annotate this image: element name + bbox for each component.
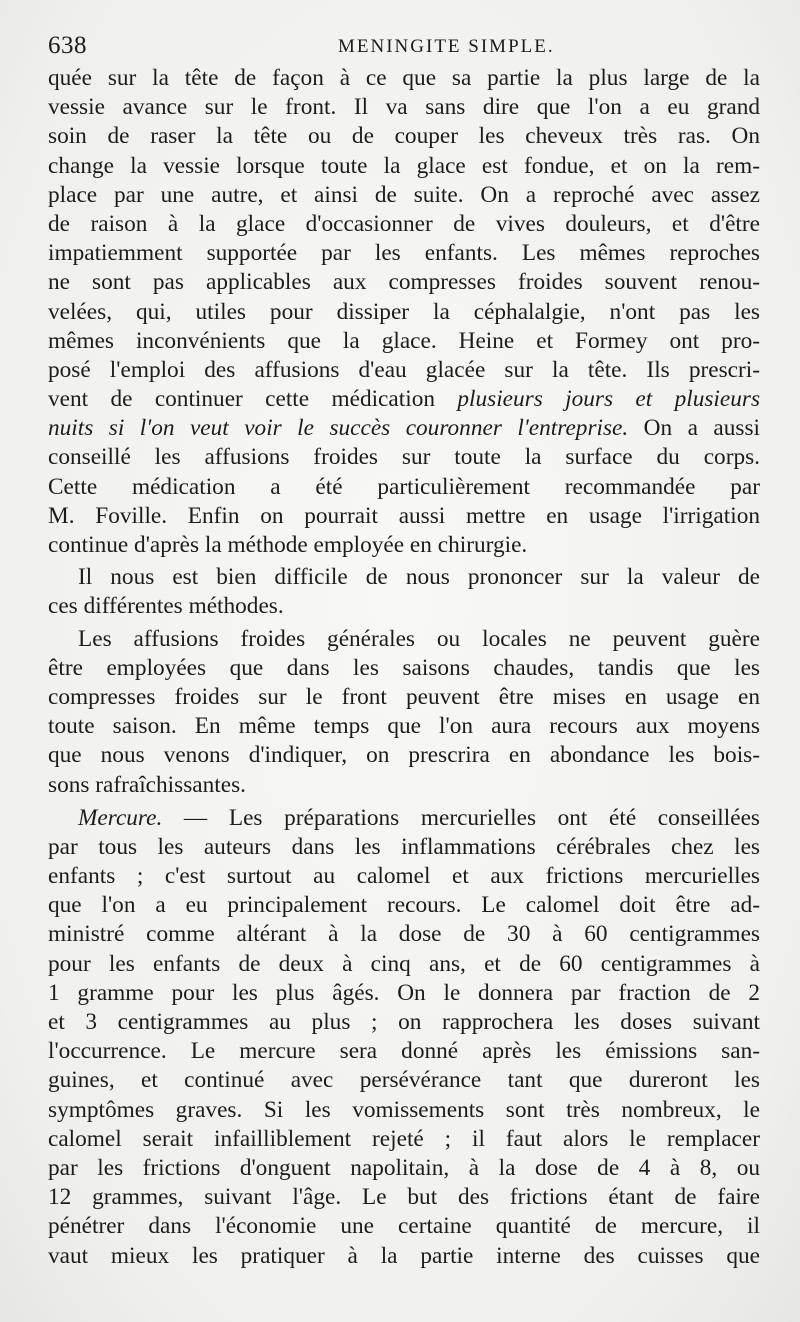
text-line: que l'on a eu principalement recours. Le calomel doit être ad- bbox=[48, 892, 760, 919]
text-line: de raison à la glace d'occasionner de vives douleurs, et d'être bbox=[48, 210, 760, 237]
text-line: Les affusions froides générales ou locales ne peuvent guère bbox=[78, 625, 760, 652]
text-run: — Les préparations mercurielles ont été conseillées bbox=[162, 804, 760, 831]
text-line: M. Foville. Enfin on pourrait aussi mettre en usage l'irrigation bbox=[48, 502, 760, 529]
text-line: être employées que dans les saisons chaudes, tandis que les bbox=[48, 654, 760, 681]
text-line: et 3 centigrammes au plus ; on rapprochera les doses suivant bbox=[48, 1009, 760, 1035]
text-line: l'occurrence. Le mercure sera donné après les émissions san- bbox=[48, 1038, 760, 1065]
text-line: mêmes inconvénients que la glace. Heine et Formey ont pro- bbox=[48, 327, 760, 354]
text-run: vent de continuer cette médication bbox=[48, 386, 458, 413]
text-line: Cette médication a été particulièrement recommandée par bbox=[48, 473, 760, 500]
page-number: 638 bbox=[48, 32, 87, 59]
text-line: vessie avance sur le front. Il va sans dire que l'on a eu grand bbox=[48, 94, 760, 121]
text-line: symptômes graves. Si les vomissements sont très nombreux, le bbox=[48, 1096, 760, 1123]
text-line: sons rafraîchissantes. bbox=[48, 771, 246, 798]
text-line: que nous venons d'indiquer, on prescrira en abondance les bois- bbox=[48, 742, 760, 769]
text-line bbox=[48, 414, 760, 443]
text-line: guines, et continué avec persévérance tant que dureront les bbox=[48, 1067, 760, 1094]
text-line: conseillé les affusions froides sur toute la surface du corps. bbox=[48, 444, 760, 471]
italic-run: nuits si l'on veut voir le succès couronner l'entreprise. bbox=[48, 415, 629, 442]
text-line: enfants ; c'est surtout au calomel et aux frictions mercurielles bbox=[48, 863, 760, 890]
text-line: pénétrer dans l'économie une certaine quantité de mercure, il bbox=[48, 1213, 760, 1240]
text-line: 12 grammes, suivant l'âge. Le but des frictions étant de faire bbox=[48, 1184, 760, 1211]
text-line: impatiemment supportée par les enfants. Les mêmes reproches bbox=[48, 240, 760, 267]
text-line bbox=[48, 804, 760, 833]
text-line: toute saison. En même temps que l'on aura recours aux moyens bbox=[48, 713, 760, 740]
text-line: pour les enfants de deux à cinq ans, et de 60 centigrammes à bbox=[48, 950, 760, 977]
text-line: ces différentes méthodes. bbox=[48, 593, 284, 620]
text-line: ne sont pas applicables aux compresses froides souvent renou- bbox=[48, 269, 760, 296]
text-line: par les frictions d'onguent napolitain, à la dose de 4 à 8, ou bbox=[48, 1154, 760, 1181]
text-line: posé l'emploi des affusions d'eau glacée sur la tête. Ils prescri- bbox=[48, 356, 760, 383]
text-line: calomel serait infailliblement rejeté ; il faut alors le remplacer bbox=[48, 1125, 760, 1152]
page-header bbox=[48, 28, 760, 68]
text-line: vaut mieux les pratiquer à la partie interne des cuisses que bbox=[48, 1242, 760, 1269]
running-head: MENINGITE SIMPLE. bbox=[338, 36, 555, 57]
italic-run: plusieurs jours et plusieurs bbox=[457, 386, 761, 413]
text-line: velées, qui, utiles pour dissiper la céphalalgie, n'ont pas les bbox=[48, 298, 760, 325]
body-text bbox=[48, 64, 760, 1271]
text-line: continue d'après la méthode employée en chirurgie. bbox=[48, 532, 528, 558]
text-line: quée sur la tête de façon à ce que sa partie la plus large de la bbox=[48, 65, 760, 91]
text-run: On a aussi bbox=[628, 415, 760, 442]
text-line: par tous les auteurs dans les inflammations cérébrales chez les bbox=[48, 833, 760, 860]
text-line: change la vessie lorsque toute la glace est fondue, et on la rem- bbox=[48, 152, 760, 179]
text-line: soin de raser la tête ou de couper les cheveux très ras. On bbox=[48, 123, 760, 150]
text-line: 1 gramme pour les plus âgés. On le donnera par fraction de 2 bbox=[48, 979, 760, 1006]
text-line: Il nous est bien difficile de nous prononcer sur la valeur de bbox=[78, 564, 760, 591]
text-line: place par une autre, et ainsi de suite. On a reproché avec assez bbox=[48, 181, 760, 208]
text-line: compresses froides sur le front peuvent être mises en usage en bbox=[48, 683, 760, 710]
section-heading: Mercure. bbox=[78, 804, 163, 831]
text-line bbox=[48, 385, 760, 414]
text-line: ministré comme altérant à la dose de 30 à 60 centigrammes bbox=[48, 921, 760, 948]
